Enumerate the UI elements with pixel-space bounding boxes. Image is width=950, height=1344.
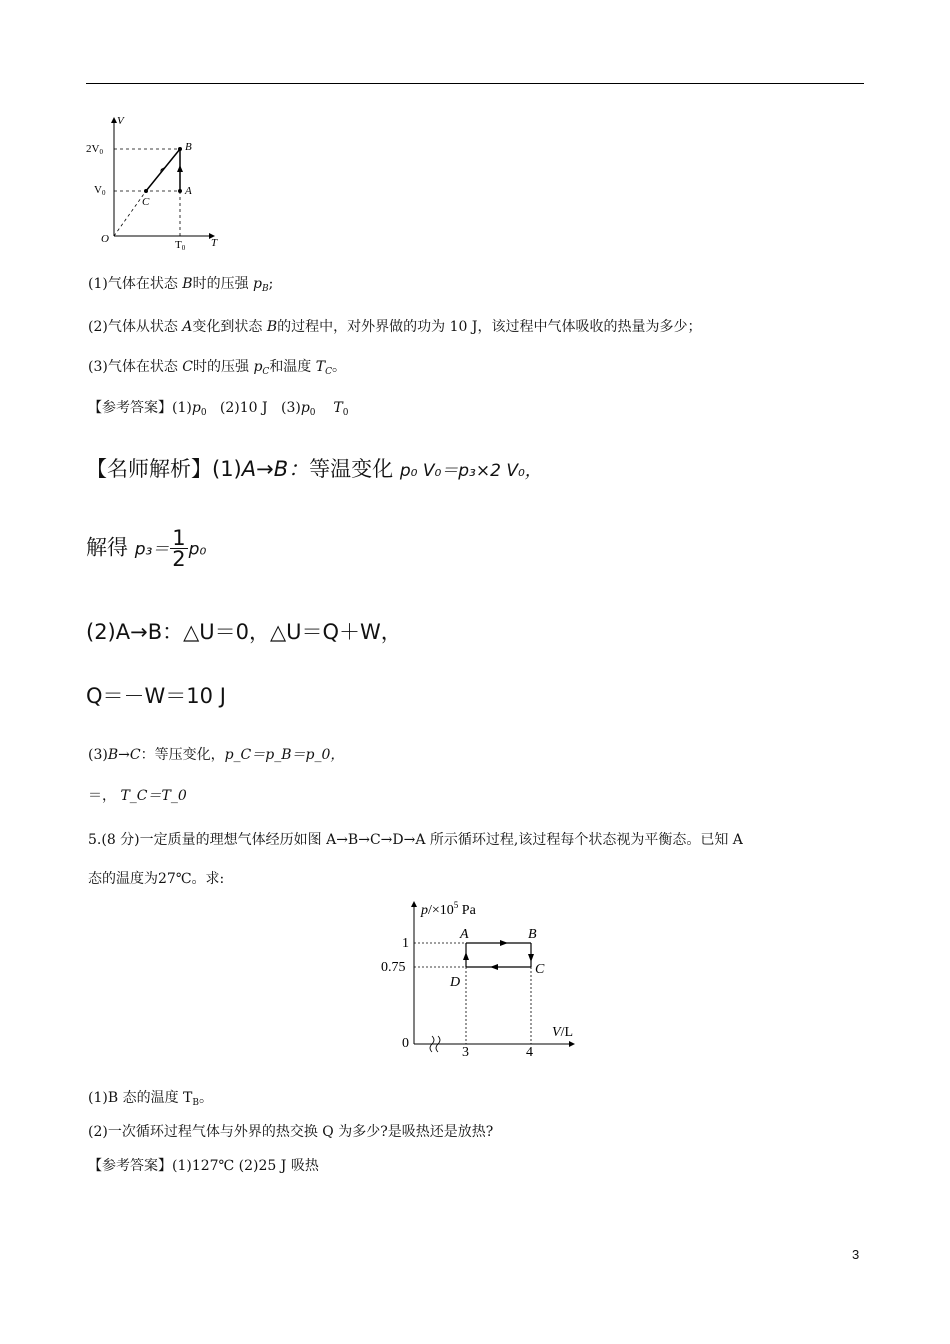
header-rule <box>86 83 864 84</box>
arrow-ab <box>177 165 183 172</box>
tick-t0-label: T0 <box>175 239 186 252</box>
fraction-one-half: $\frac{1}{2}$ <box>172 526 186 571</box>
vt-diagram <box>84 110 234 255</box>
analysis-line3: (2)A→B：△U＝0，△U＝Q＋W， <box>86 620 402 644</box>
analysis-line2: 解得 p₃＝ $\frac{1}{2}$ p₀ <box>86 526 207 571</box>
q1-sub1: (1)气体在状态 B时的压强 $p_B$; <box>88 276 274 294</box>
v-axis-label: V <box>117 115 124 127</box>
pv-diagram <box>370 896 585 1056</box>
tick-v0-label: V0 <box>94 184 106 197</box>
q1-sub2: (2)气体从状态 A变化到状态 B的过程中，对外界做的功为 10 J，该过程中气体吸收的热量为多少； <box>88 319 702 335</box>
q5-sub1: (1)B 态的温度 $T_B$。 <box>88 1090 213 1108</box>
arrow-bc-2 <box>528 954 534 962</box>
q5-stem-line1: 5.(8 分)一定质量的理想气体经历如图 A→B→C→D→A 所示循环过程,该过程每个状态视为平衡态。已知 A <box>88 832 743 848</box>
arrow-cd <box>490 964 498 970</box>
q5-sub2: (2)一次循环过程气体与外界的热交换 Q 为多少?是吸热还是放热? <box>88 1124 494 1140</box>
process-bc <box>146 149 180 191</box>
origin-label: O <box>101 233 109 245</box>
analysis-line6: ＝， T_C＝T_0 <box>88 788 187 804</box>
q5-answer: 【参考答案】(1)127℃ (2)25 J 吸热 <box>88 1158 319 1174</box>
q1-sub3: (3)气体在状态 C时的压强 $p_C$和温度 $T_C$。 <box>88 359 346 377</box>
point-a-dot <box>178 189 182 193</box>
point-c-label-2: C <box>535 962 545 977</box>
arrow-ab-2 <box>500 940 508 946</box>
point-a-label: A <box>185 185 192 197</box>
point-b-label: B <box>185 141 192 153</box>
origin-label-2: 0 <box>402 1036 409 1051</box>
analysis-line4: Q＝－W＝10 J <box>86 684 226 708</box>
tick-v3: 3 <box>462 1045 469 1056</box>
tick-p075: 0.75 <box>381 960 406 975</box>
t-axis-label: T <box>211 237 218 249</box>
analysis-line5: (3)B→C：等压变化，p_C＝p_B＝p_0， <box>88 747 345 763</box>
point-b-dot <box>178 147 182 151</box>
q5-stem-line2: 态的温度为27℃。求: <box>88 871 225 887</box>
page-number: 3 <box>852 1247 860 1262</box>
point-c-label: C <box>142 196 150 208</box>
q1-answer: 【参考答案】$(1)p_0$ (2)10 J $(3)p_0$ $T_0$ <box>88 400 349 418</box>
tick-p1: 1 <box>402 936 409 951</box>
arrow-da <box>463 952 469 960</box>
point-d-label-2: D <box>450 975 461 990</box>
v-axis-label-2: V/L <box>552 1025 574 1040</box>
point-b-label-2: B <box>528 927 537 942</box>
point-c-dot <box>144 189 148 193</box>
tick-2v0-label: 2V0 <box>86 143 103 156</box>
point-a-label-2: A <box>460 927 469 942</box>
analysis-line1: 【名师解析】(1)A→B：等温变化 p₀ V₀＝p₃×2 V₀， <box>86 457 542 481</box>
tick-v4: 4 <box>526 1045 533 1056</box>
p-axis-label: $p/\times 10^5$ Pa <box>421 900 476 918</box>
